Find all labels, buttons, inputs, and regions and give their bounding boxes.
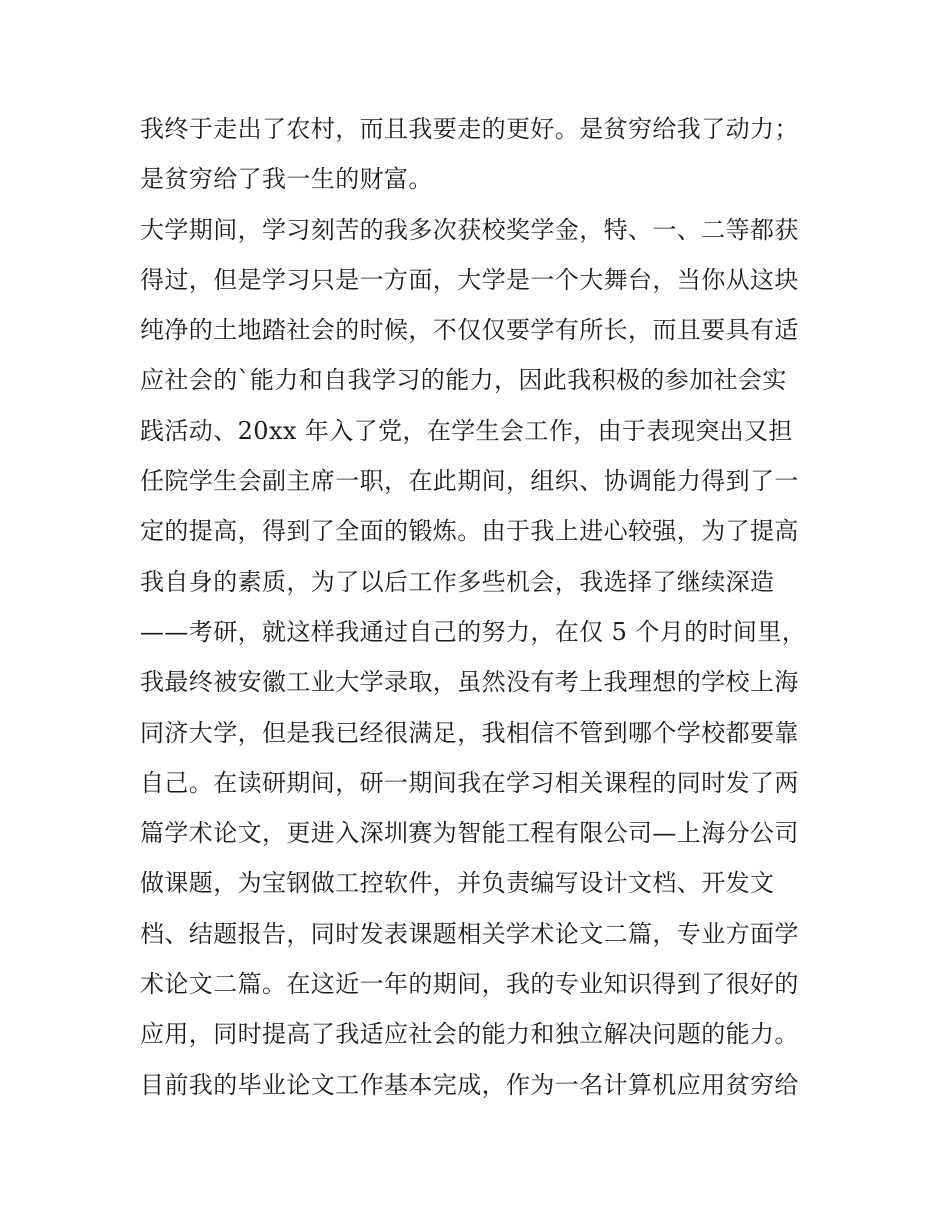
- text-line: 定的提高，得到了全面的锻炼。由于我上进心较强，为了提高: [140, 517, 799, 546]
- text-line: 目前我的毕业论文工作基本完成，作为一名计算机应用贫穷给: [140, 1070, 799, 1099]
- text-line: 同济大学，但是我已经很满足，我相信不管到哪个学校都要靠: [140, 718, 799, 747]
- text-line: 得过，但是学习只是一方面，大学是一个大舞台，当你从这块: [140, 265, 799, 294]
- text-line: 大学期间，学习刻苦的我多次获校奖学金，特、一、二等都获: [140, 215, 799, 244]
- text-line: 纯净的土地踏社会的时候，不仅仅要学有所长，而且要具有适: [140, 316, 799, 345]
- text-line: 是贫穷给了我一生的财富。: [140, 165, 433, 194]
- text-line: 做课题，为宝钢做工控软件，并负责编写设计文档、开发文: [140, 869, 775, 898]
- text-line: 档、结题报告，同时发表课题相关学术论文二篇，专业方面学: [140, 919, 799, 948]
- text-line: 任院学生会副主席一职，在此期间，组织、协调能力得到了一: [140, 467, 799, 496]
- text-line: ——考研，就这样我通过自己的努力，在仅 5 个月的时间里，: [140, 617, 807, 646]
- text-line: 践活动、20xx 年入了党，在学生会工作，由于表现突出又担: [140, 416, 793, 445]
- text-line: 应用，同时提高了我适应社会的能力和独立解决问题的能力。: [140, 1020, 799, 1049]
- text-line: 应社会的`能力和自我学习的能力，因此我积极的参加社会实: [140, 366, 787, 395]
- text-line: 篇学术论文，更进入深圳赛为智能工程有限公司—上海分公司: [140, 819, 799, 848]
- text-line: 自己。在读研期间，研一期间我在学习相关课程的同时发了两: [140, 768, 799, 797]
- text-line: 我最终被安徽工业大学录取，虽然没有考上我理想的学校上海: [140, 668, 799, 697]
- text-line: 我自身的素质，为了以后工作多些机会，我选择了继续深造: [140, 567, 775, 596]
- text-line: 我终于走出了农村，而且我要走的更好。是贫穷给我了动力；: [140, 115, 799, 143]
- text-line: 术论文二篇。在这近一年的期间，我的专业知识得到了很好的: [140, 970, 799, 999]
- body-text: [140, 104, 830, 1110]
